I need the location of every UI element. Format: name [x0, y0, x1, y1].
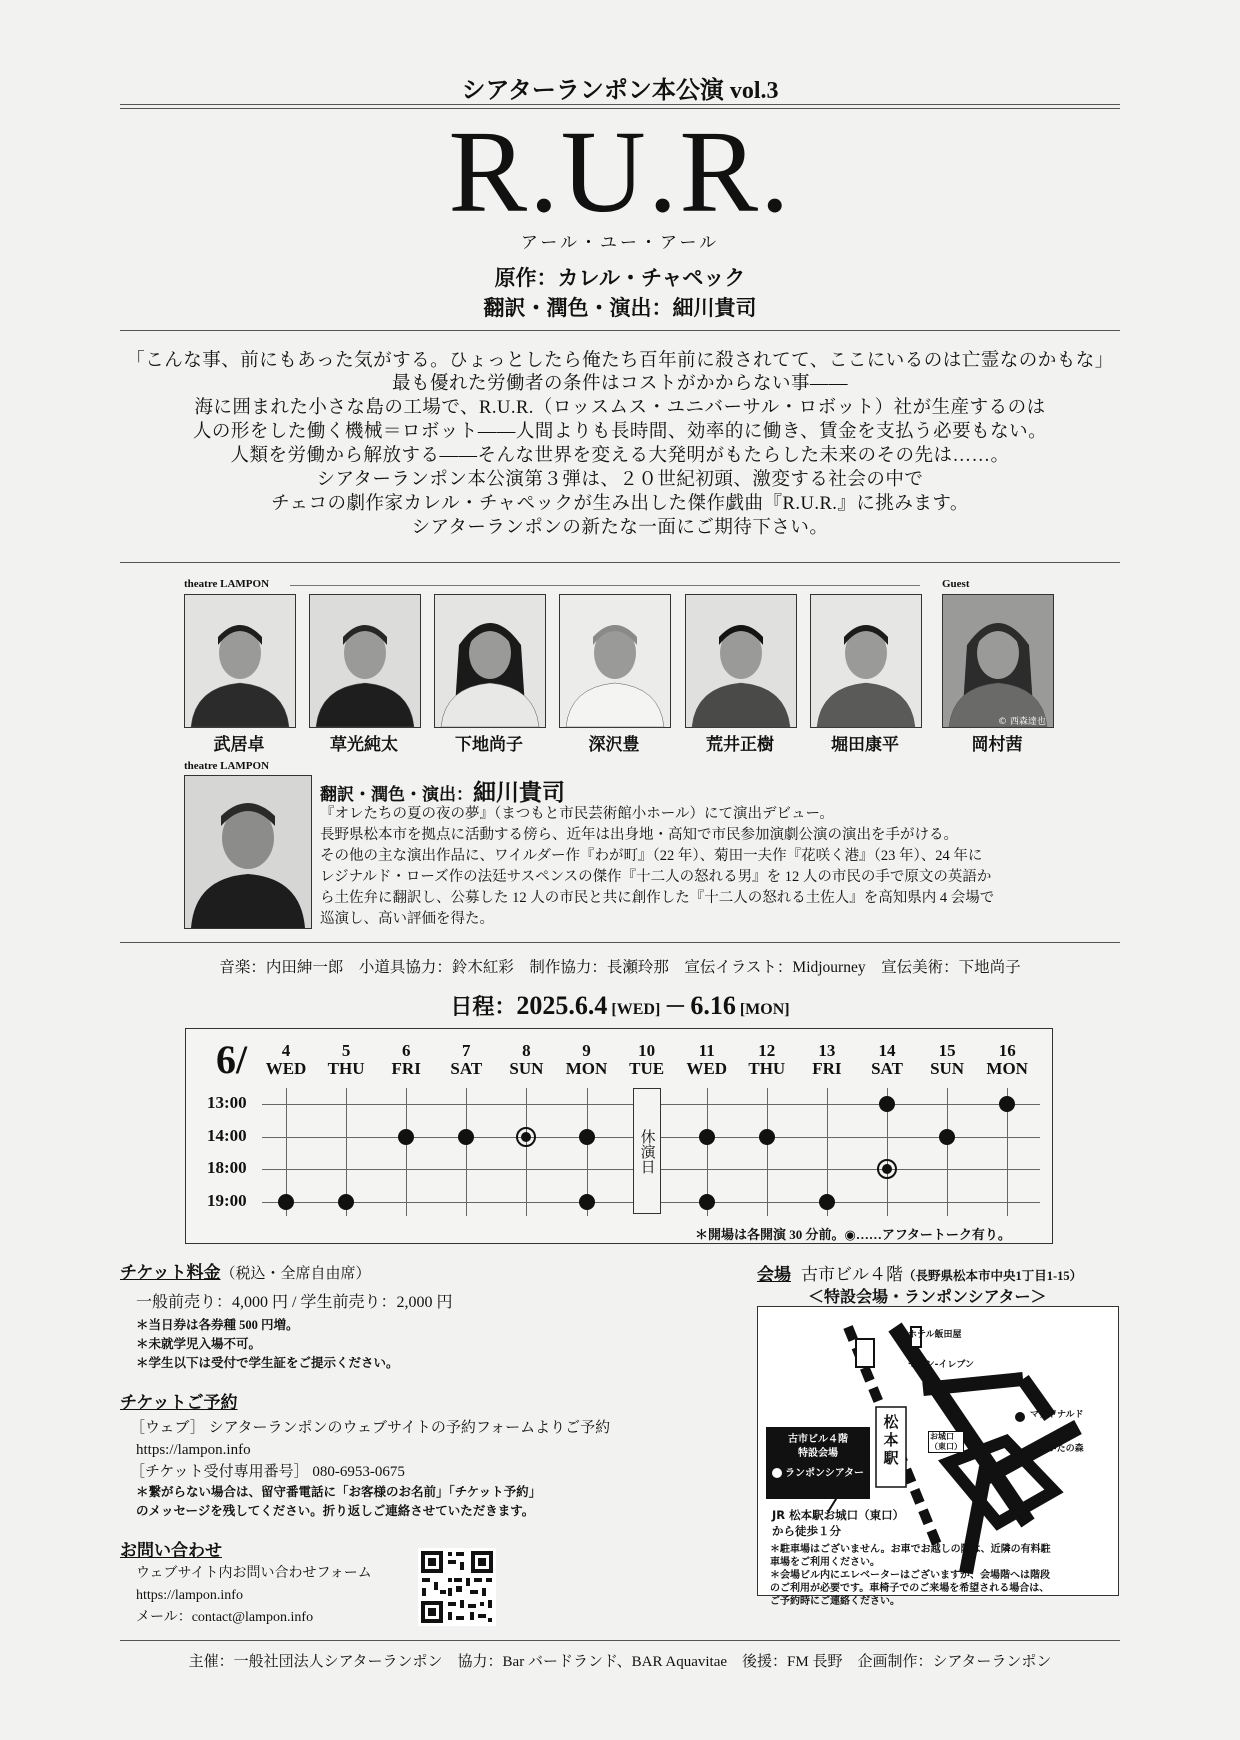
- synopsis-line: チェコの劇作家カレル・チャペックが生み出した傑作戯曲『R.U.R.』に挑みます。: [271, 494, 969, 514]
- day-weekday: MON: [986, 1059, 1028, 1078]
- day-number: 16: [998, 1041, 1016, 1060]
- schedule-note: ＊開場は各開演 30 分前。◉……アフタートーク有り。: [695, 1227, 1011, 1242]
- day-gridline: [947, 1088, 948, 1216]
- venue-notes: [770, 1543, 1110, 1608]
- venue-note: ＊会場ビル内にエレベーターはございますが、会場階へは階段: [770, 1570, 1050, 1581]
- schedule-day-13: [798, 1042, 856, 1078]
- schedule-day-11: [678, 1042, 736, 1078]
- cast-fukasawa-photo: [559, 594, 671, 728]
- day-number: 11: [698, 1041, 715, 1060]
- map-oshiro-line: お城口: [930, 1432, 954, 1441]
- person-icon: [185, 776, 311, 928]
- show: [819, 1194, 835, 1210]
- show: [939, 1129, 955, 1145]
- schedule-start: 2025.6.4: [516, 991, 608, 1020]
- bio-line: 『オレたちの夏の夜の夢』（まつもと市民芸術館小ホール）にて演出デビュー。: [320, 806, 834, 822]
- day-weekday: MON: [565, 1059, 608, 1078]
- day-number: 5: [341, 1041, 351, 1060]
- show: [699, 1129, 715, 1145]
- map-venue-line: 特設会場: [798, 1448, 838, 1459]
- map-station: 松本駅: [883, 1413, 899, 1467]
- day-number: 14: [878, 1041, 896, 1060]
- person-icon: [811, 595, 921, 727]
- person-icon: [943, 595, 1053, 727]
- synopsis-line: シアターランポンの新たな一面にご期待下さい。: [411, 518, 829, 538]
- bio-line: 巡演し、高い評価を得た。: [320, 911, 494, 927]
- day-weekday: SUN: [509, 1059, 544, 1078]
- contact-email[interactable]: メール：contact@lampon.info: [136, 1610, 314, 1625]
- show-with-talk: [877, 1159, 897, 1179]
- logo-icon: [772, 1468, 782, 1478]
- reserve-note: のメッセージを残してください。折り返しご連絡させていただきます。: [136, 1504, 535, 1518]
- cast-arai-photo: [685, 594, 797, 728]
- quote: 「こんな事、前にもあった気がする。ひょっとしたら俺たち百年前に殺されてて、ここにいるのは亡霊なのかもな」: [126, 351, 1114, 371]
- show: [278, 1194, 294, 1210]
- rule-above-staff: [120, 942, 1120, 943]
- day-number: 7: [462, 1041, 471, 1060]
- schedule-day-8: [497, 1042, 555, 1078]
- day-weekday: SUN: [930, 1059, 965, 1078]
- schedule-day-10: [618, 1042, 676, 1078]
- venue-note: ご予約時にご連絡ください。: [770, 1596, 900, 1607]
- ticket-note: ＊当日券は各券種 500 円増。: [136, 1318, 299, 1332]
- footer-credits: 主催：一般社団法人シアターランポン 協力：Bar バードランド、BAR Aquavitae 後援：FM 長野 企画制作：シアターランポン: [188, 1654, 1052, 1670]
- schedule-day-7: [437, 1042, 495, 1078]
- schedule-time-label: 18:00: [207, 1158, 247, 1177]
- ticket-header-sub: （税込・全席自由席）: [220, 1266, 371, 1282]
- ticket-header: チケット料金: [120, 1263, 221, 1282]
- cast-hotta-name: 堀田康平: [831, 735, 899, 754]
- cast-label-rule: [290, 585, 920, 586]
- credit-original: 原作：カレル・チャペック: [494, 266, 746, 290]
- schedule-time-label: 19:00: [207, 1191, 247, 1210]
- synopsis-line: 人類を労働から解放する――そんな世界を変える大発明がもたらした未来のその先は……。: [230, 446, 1010, 466]
- person-icon: [686, 595, 796, 727]
- day-gridline: [406, 1088, 407, 1216]
- day-weekday: TUE: [629, 1059, 665, 1078]
- map-seven: セブン-イレブン: [908, 1360, 975, 1370]
- director-photo: [184, 775, 312, 929]
- schedule-end: 6.16: [690, 991, 736, 1020]
- map-hotel: ホテル飯田屋: [908, 1330, 962, 1340]
- reserve-note: ＊繋がらない場合は、留守番電話に「お客様のお名前」「チケット予約」: [136, 1485, 542, 1499]
- cast-kusamitsu-photo: [309, 594, 421, 728]
- venue-note: 車場をご利用ください。: [770, 1557, 880, 1568]
- person-icon: [560, 595, 670, 727]
- contact-form: ウェブサイト内お問い合わせフォーム: [136, 1566, 372, 1581]
- venue-address: （長野県松本市中央1丁目1-15）: [903, 1269, 1083, 1283]
- reserve-web: ［ウェブ］ シアターランポンのウェブサイトの予約フォームよりご予約: [130, 1420, 611, 1436]
- day-number: 10: [638, 1041, 656, 1060]
- cast-okamura-photo: [942, 594, 1054, 728]
- schedule-day-5: [317, 1042, 375, 1078]
- reserve-url[interactable]: https://lampon.info: [136, 1442, 251, 1458]
- qr-code-graphic: [418, 1548, 496, 1626]
- schedule-day-9: [558, 1042, 616, 1078]
- rule-below-synopsis: [120, 562, 1120, 563]
- cast-fukasawa-name: 深沢豊: [588, 735, 640, 754]
- map-venue-line: [766, 1467, 870, 1481]
- person-icon: [185, 595, 295, 727]
- bio-line: ら土佐弁に翻訳し、公募した 12 人の市民と共に創作した『十二人の怒れる土佐人』を高知県内 4 会場で: [320, 890, 995, 906]
- reserve-header: チケットご予約: [120, 1393, 238, 1412]
- map-walk-line: JR 松本駅お城口（東口）: [772, 1508, 905, 1522]
- bio-line: その他の主な演出作品に、ワイルダー作『わが町』（22 年）、菊田一夫作『花咲く港』（23 年）、24 年に: [320, 848, 983, 864]
- venue-name: 古市ビル４階: [801, 1265, 903, 1284]
- map-mcd: マクドナルド: [1030, 1410, 1084, 1420]
- footer-rule: [120, 1640, 1120, 1641]
- guest-label: Guest: [942, 578, 970, 590]
- day-weekday: WED: [686, 1059, 727, 1078]
- show: [338, 1194, 354, 1210]
- venue-note: ＊駐車場はございません。お車でお越しの際は、近隣の有料駐: [770, 1544, 1051, 1555]
- schedule-time-label: 14:00: [207, 1126, 247, 1145]
- cast-shimoji-photo: [434, 594, 546, 728]
- cast-takei-photo: [184, 594, 296, 728]
- contact-url[interactable]: https://lampon.info: [136, 1588, 243, 1603]
- map-walk-line: から徒歩１分: [772, 1524, 841, 1538]
- schedule-day-16: [978, 1042, 1036, 1078]
- day-weekday: SAT: [450, 1059, 483, 1078]
- ticket-note: ＊学生以下は受付で学生証をご提示ください。: [136, 1356, 399, 1370]
- day-weekday: THU: [748, 1059, 786, 1078]
- schedule-day-14: [858, 1042, 916, 1078]
- map-oshiro: [928, 1431, 964, 1453]
- map-venue-line: 古市ビル４階: [788, 1434, 848, 1445]
- day-gridline: [466, 1088, 467, 1216]
- map-agata: → あがたの森: [1028, 1444, 1084, 1454]
- day-number: 4: [281, 1041, 291, 1060]
- director-label: theatre LAMPON: [184, 760, 270, 772]
- synopsis-line: 最も優れた労働者の条件はコストがかからない事――: [391, 374, 848, 394]
- director-role: 翻訳・潤色・演出：: [320, 785, 473, 804]
- synopsis-line: シアターランポン本公演第３弾は、２０世紀初頭、激変する社会の中で: [316, 470, 924, 490]
- contact-header: お問い合わせ: [120, 1541, 222, 1560]
- day-weekday: FRI: [391, 1059, 421, 1078]
- day-weekday: FRI: [812, 1059, 842, 1078]
- show: [579, 1194, 595, 1210]
- reserve-section: [120, 1388, 680, 1521]
- schedule-day-6: [377, 1042, 435, 1078]
- venue-note: のご利用が必要です。車椅子でのご来場を希望される場合は、: [770, 1583, 1050, 1594]
- cast-label: theatre LAMPON: [184, 578, 270, 590]
- schedule-day-15: [918, 1042, 976, 1078]
- director-name: 細川貴司: [473, 780, 565, 805]
- schedule-time-label: 13:00: [207, 1093, 247, 1112]
- venue-label: 会場: [757, 1265, 791, 1284]
- day-weekday: WED: [265, 1059, 307, 1078]
- show: [699, 1194, 715, 1210]
- ticket-price: 一般前売り：4,000 円 / 学生前売り：2,000 円: [136, 1294, 453, 1311]
- day-number: 12: [758, 1041, 776, 1060]
- synopsis-line: 人の形をした働く機械＝ロボット――人間よりも長時間、効率的に働き、賃金を支払う必要もない。: [192, 422, 1048, 442]
- rule-above-quote: [120, 330, 1120, 331]
- schedule-day-12: [738, 1042, 796, 1078]
- qr-code-icon[interactable]: [418, 1548, 496, 1626]
- cast-hotta-photo: [810, 594, 922, 728]
- series-title: シアターランポン本公演 vol.3: [461, 78, 779, 104]
- map-walk: [772, 1507, 904, 1539]
- person-icon: [310, 595, 420, 727]
- closed-day: 休演日: [633, 1088, 661, 1214]
- day-weekday: SAT: [871, 1059, 903, 1078]
- bio-line: 長野県松本市を拠点に活動する傍ら、近年は出身地・高知で市民参加演劇公演の演出を手がける。: [320, 827, 958, 843]
- schedule-start-day: [WED]: [611, 1001, 661, 1018]
- show: [879, 1096, 895, 1112]
- ticket-note: ＊未就学児入場不可。: [136, 1337, 262, 1351]
- day-number: 8: [522, 1041, 531, 1060]
- photo-credit: © 西森達也: [998, 717, 1046, 727]
- reserve-phone[interactable]: ［チケット受付専用番号］ 080-6953-0675: [130, 1464, 405, 1480]
- day-number: 13: [818, 1041, 836, 1060]
- cast-arai-name: 荒井正樹: [706, 735, 774, 754]
- day-weekday: THU: [327, 1059, 365, 1078]
- cast-takei-name: 武居卓: [213, 735, 265, 754]
- day-gridline: [526, 1088, 527, 1216]
- day-number: 6: [401, 1041, 411, 1060]
- schedule-label: 日程：: [450, 994, 517, 1019]
- schedule-title: [0, 990, 1240, 1021]
- ticket-section: [120, 1258, 680, 1373]
- person-icon: [435, 595, 545, 727]
- schedule-month: 6/: [216, 1037, 248, 1082]
- director-heading: [320, 774, 565, 807]
- director-bio: [320, 804, 1110, 930]
- day-number: 9: [582, 1041, 591, 1060]
- synopsis-line: 海に囲まれた小さな島の工場で、R.U.R.（ロッスムス・ユニバーサル・ロボット）社が生産するのは: [194, 398, 1046, 418]
- venue-heading: [757, 1260, 1137, 1285]
- venue-map: [757, 1306, 1119, 1607]
- header-rule-1: [120, 104, 1120, 105]
- map-venue-box: [766, 1427, 870, 1499]
- main-title: R.U.R.: [448, 106, 792, 237]
- credit-director: 翻訳・潤色・演出：細川貴司: [483, 296, 757, 320]
- staff-credits: 音楽：内田紳一郎 小道具協力：鈴木紅彩 制作協力：長瀬玲那 宣伝イラスト：Midjourney 宣伝美術：下地尚子: [219, 959, 1021, 976]
- show: [759, 1129, 775, 1145]
- schedule-dash: －: [664, 994, 687, 1019]
- map-venue-theater: ランポンシアター: [784, 1468, 865, 1479]
- schedule-end-day: [MON]: [739, 1001, 790, 1018]
- day-number: 15: [938, 1041, 956, 1060]
- show: [579, 1129, 595, 1145]
- cast-okamura-name: 岡村茜: [971, 735, 1023, 754]
- venue-sub: ＜特設会場・ランポンシアター＞: [808, 1289, 1047, 1306]
- synopsis: [0, 372, 1240, 540]
- schedule-day-4: [257, 1042, 315, 1078]
- day-gridline: [767, 1088, 768, 1216]
- map-higashi-line: （東口）: [930, 1442, 962, 1451]
- title-reading: アール・ユー・アール: [520, 233, 720, 252]
- cast-kusamitsu-name: 草光純太: [330, 735, 398, 754]
- cast-shimoji-name: 下地尚子: [455, 735, 523, 754]
- bio-line: レジナルド・ローズ作の法廷サスペンスの傑作『十二人の怒れる男』を 12 人の市民の手で原文の英語か: [320, 869, 992, 885]
